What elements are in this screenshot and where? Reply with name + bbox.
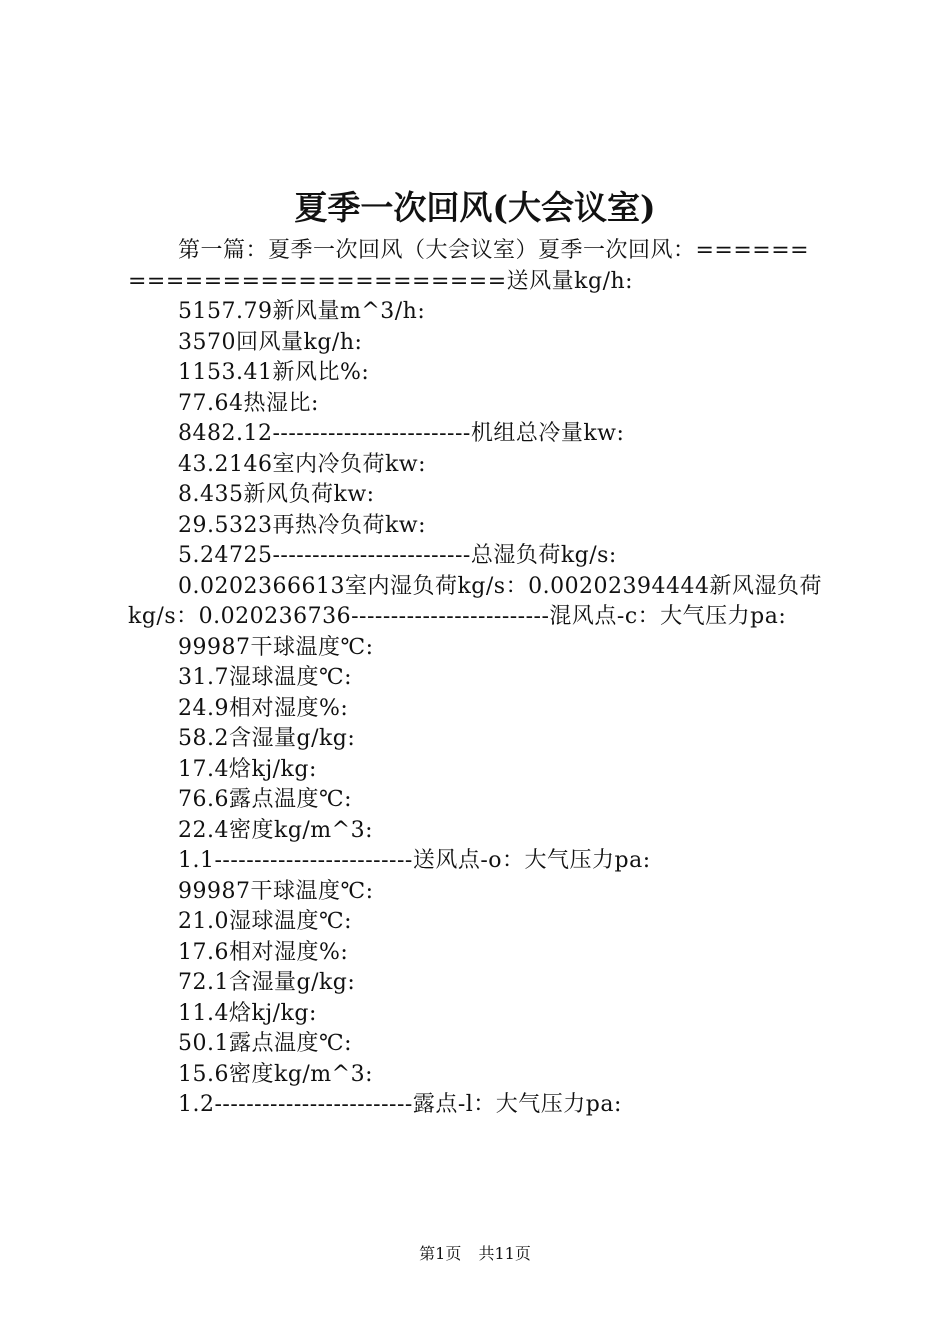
page-number: 第1页 [419, 1244, 462, 1263]
paragraph: 77.64热湿比: [178, 390, 319, 416]
paragraph: 24.9相对湿度%: [178, 695, 349, 721]
paragraph: 3570回风量kg/h: [178, 329, 363, 355]
paragraph: 1153.41新风比%: [178, 360, 370, 385]
document-body [128, 236, 828, 1121]
paragraph: 31.7湿球温度℃: [178, 665, 353, 690]
paragraph: 15.6密度kg/m^3: [178, 1061, 374, 1087]
paragraph: 第一篇：夏季一次回风（大会议室）夏季一次回风：==========================送风量kg/h: [128, 238, 810, 294]
paragraph: 29.5323再热冷负荷kw: [178, 512, 427, 538]
paragraph: 76.6露点温度℃: [178, 787, 353, 812]
paragraph: 8.435新风负荷kw: [178, 482, 375, 507]
document-title: 夏季一次回风(大会议室) [294, 188, 656, 227]
paragraph: 17.4焓kj/kg: [178, 756, 317, 782]
paragraph: 99987干球温度℃: [178, 634, 374, 660]
total-pages: 共11页 [478, 1244, 531, 1263]
paragraph: 50.1露点温度℃: [178, 1031, 353, 1056]
page-footer [0, 1242, 950, 1266]
paragraph: 1.2-------------------------露点-l：大气压力pa: [178, 1092, 622, 1117]
paragraph: 11.4焓kj/kg: [178, 1000, 317, 1026]
paragraph: 0.0202366613室内湿负荷kg/s：0.00202394444新风湿负荷kg/s：0.020236736-------------------------混风点-c：大气压力pa: [128, 573, 823, 629]
paragraph: 43.2146室内冷负荷kw: [178, 451, 427, 477]
paragraph: 22.4密度kg/m^3: [178, 817, 374, 843]
paragraph: 5.24725-------------------------总湿负荷kg/s: [178, 543, 617, 568]
paragraph: 21.0湿球温度℃: [178, 909, 353, 934]
paragraph: 8482.12-------------------------机组总冷量kw: [178, 421, 625, 446]
paragraph: 5157.79新风量m^3/h: [178, 299, 426, 324]
paragraph: 99987干球温度℃: [178, 878, 374, 904]
paragraph: 1.1-------------------------送风点-o：大气压力pa: [178, 848, 651, 873]
paragraph: 72.1含湿量g/kg: [178, 970, 356, 995]
paragraph: 17.6相对湿度%: [178, 939, 349, 965]
paragraph: 58.2含湿量g/kg: [178, 726, 356, 751]
